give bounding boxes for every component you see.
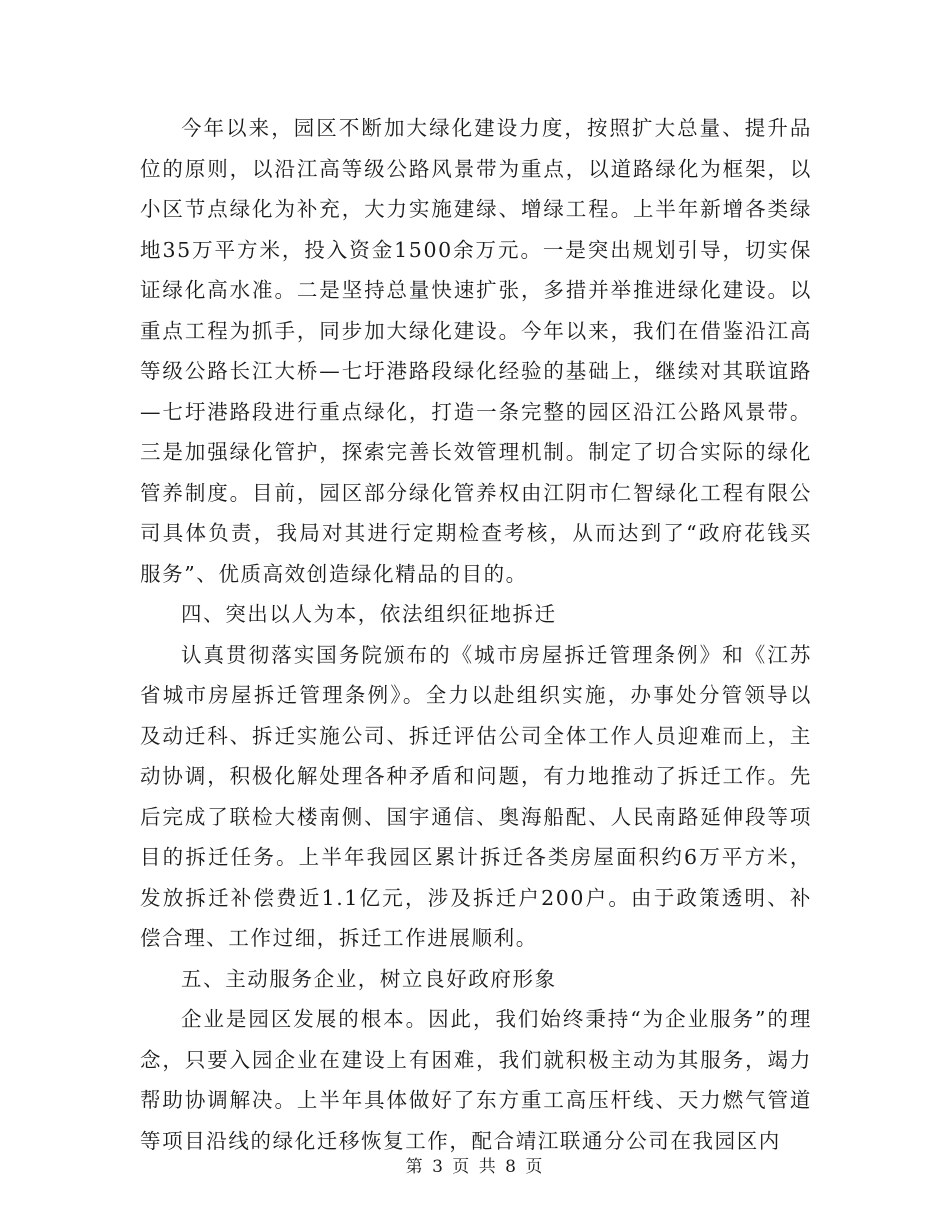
paragraph-demolition: 认真贯彻落实国务院颁布的《城市房屋拆迁管理条例》和《江苏省城市房屋拆迁管理条例》。全力以赴组织实施，办事处分管领导以及动迁科、拆迁实施公司、拆迁评估公司全体工作人员迎难而上，主动协调，积极化解处理各种矛盾和问题，有力地推动了拆迁工作。先后完成了联检大楼南侧、国宇通信、奥海船配、人民南路延伸段等项目的拆迁任务。上半年我园区累计拆迁各类房屋面积约6万平方米，发放拆迁补偿费近1.1亿元，涉及拆迁户200户。由于政策透明、补偿合理、工作过细，拆迁工作进展顺利。 — [140, 642, 812, 950]
section-heading-demolition: 四、突出以人为本，依法组织征地拆迁 — [181, 602, 557, 626]
page-number-footer: 第 3 页 共 8 页 — [405, 1157, 545, 1177]
section-heading-enterprise-service: 五、主动服务企业，树立良好政府形象 — [181, 966, 557, 991]
document-body — [140, 108, 812, 1161]
paragraph-greening: 今年以来，园区不断加大绿化建设力度，按照扩大总量、提升品位的原则，以沿江高等级公路风景带为重点，以道路绿化为框架，以小区节点绿化为补充，大力实施建绿、增绿工程。上半年新增各类绿地35万平方米，投入资金1500余万元。一是突出规划引导，切实保证绿化高水准。二是坚持总量快速扩张，多措并举推进绿化建设。以重点工程为抓手，同步加大绿化建设。今年以来，我们在借鉴沿江高等级公路长江大桥—七圩港路段绿化经验的基础上，继续对其联谊路—七圩港路段进行重点绿化，打造一条完整的园区沿江公路风景带。三是加强绿化管护，探索完善长效管理机制。制定了切合实际的绿化管养制度。目前，园区部分绿化管养权由江阴市仁智绿化工程有限公司具体负责，我局对其进行定期检查考核，从而达到了“政府花钱买服务”、优质高效创造绿化精品的目的。 — [140, 116, 812, 586]
paragraph-enterprise-service: 企业是园区发展的根本。因此，我们始终秉持“为企业服务”的理念，只要入园企业在建设上有困难，我们就积极主动为其服务，竭力帮助协调解决。上半年具体做好了东方重工高压杆线、天力燃气管道等项目沿线的绿化迁移恢复工作，配合靖江联通分公司在我园区内 — [140, 1007, 812, 1153]
